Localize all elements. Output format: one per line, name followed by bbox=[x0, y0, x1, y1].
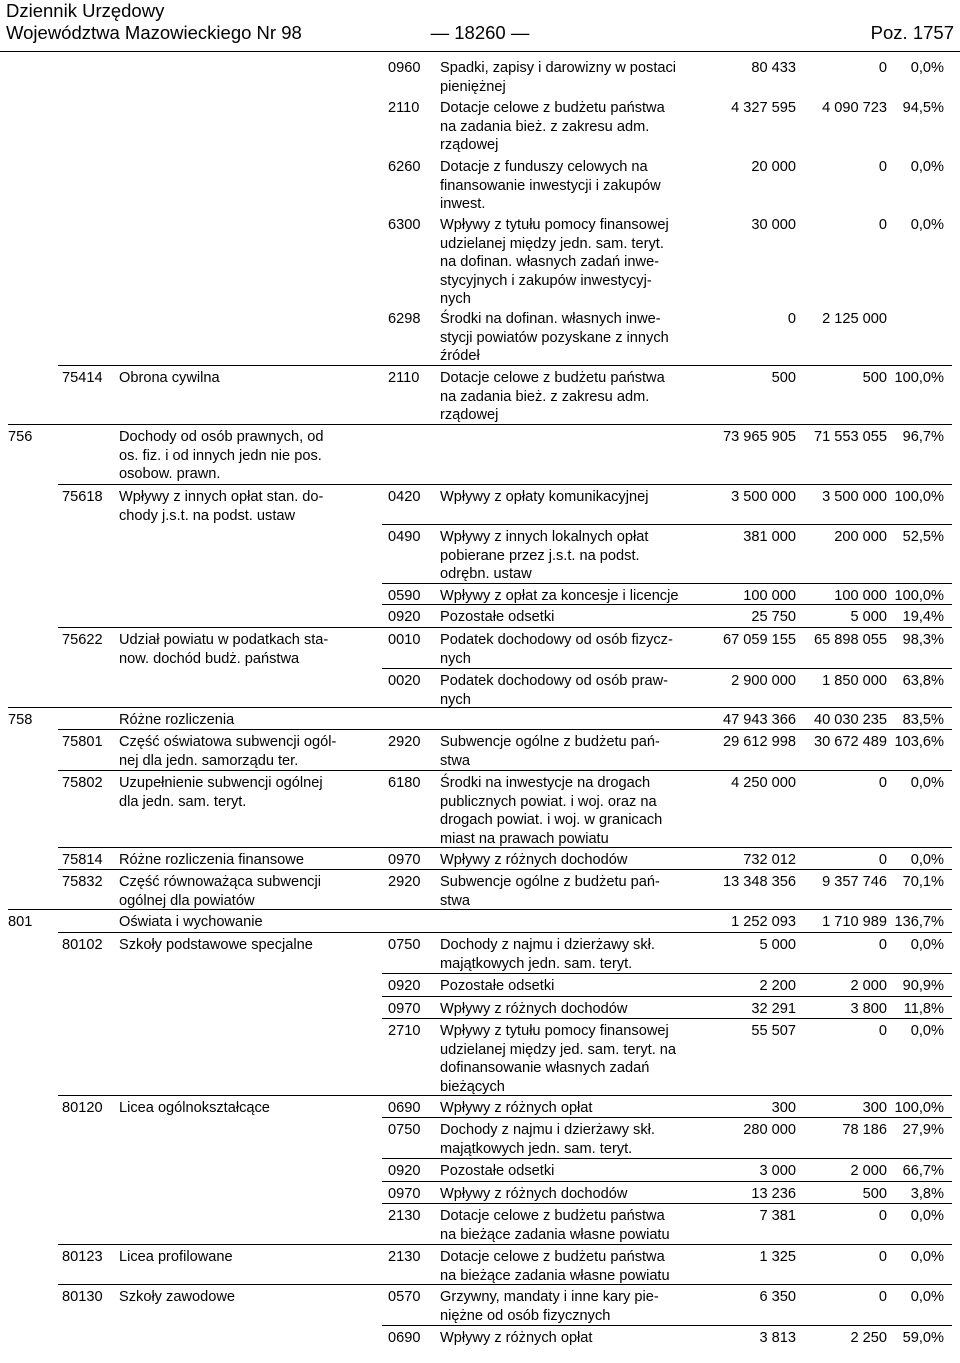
execution-percent: 0,0% bbox=[910, 775, 944, 791]
paragraph-description: Spadki, zapisy i darowizny w postaci pieniężnej bbox=[440, 60, 677, 95]
row-separator bbox=[382, 1117, 952, 1118]
executed-amount: 0 bbox=[878, 937, 887, 953]
planned-amount: 4 327 595 bbox=[731, 100, 796, 116]
executed-amount: 0 bbox=[878, 775, 887, 791]
planned-amount: 20 000 bbox=[751, 159, 796, 175]
planned-amount: 280 000 bbox=[743, 1122, 796, 1138]
executed-amount: 3 800 bbox=[850, 1001, 887, 1017]
paragraph-description: Dotacje celowe z budżetu państwa na bieżące zadania własne powiatu bbox=[440, 1249, 670, 1284]
row-separator bbox=[58, 627, 952, 628]
section-code: 80123 bbox=[62, 1249, 103, 1265]
planned-amount: 5 000 bbox=[759, 937, 796, 953]
planned-amount: 100 000 bbox=[743, 588, 796, 604]
execution-percent: 70,1% bbox=[902, 874, 944, 890]
row-separator bbox=[382, 583, 952, 584]
execution-percent: 83,5% bbox=[902, 712, 944, 728]
executed-amount: 0 bbox=[878, 217, 887, 233]
row-separator bbox=[382, 1325, 952, 1326]
paragraph-description: Wpływy z różnych dochodów bbox=[440, 1001, 628, 1017]
chapter-name: Dochody od osób prawnych, od os. fiz. i od innych jedn nie pos. osobow. prawn. bbox=[119, 429, 324, 482]
planned-amount: 25 750 bbox=[751, 609, 796, 625]
executed-amount: 0 bbox=[878, 1023, 887, 1039]
paragraph-code: 0490 bbox=[388, 529, 421, 545]
planned-amount: 300 bbox=[771, 1100, 796, 1116]
execution-percent: 136,7% bbox=[894, 914, 944, 930]
paragraph-code: 2920 bbox=[388, 874, 421, 890]
paragraph-description: Pozostałe odsetki bbox=[440, 978, 555, 994]
row-separator bbox=[58, 365, 952, 366]
paragraph-description: Dochody z najmu i dzierżawy skł. majątkowych jedn. sam. teryt. bbox=[440, 1122, 655, 1157]
row-separator bbox=[382, 524, 952, 525]
executed-amount: 2 000 bbox=[850, 978, 887, 994]
execution-percent: 11,8% bbox=[903, 1001, 944, 1017]
section-name: Szkoły podstawowe specjalne bbox=[119, 937, 313, 953]
row-separator bbox=[58, 1284, 952, 1285]
execution-percent: 103,6% bbox=[894, 734, 944, 750]
paragraph-description: Wpływy z różnych opłat bbox=[440, 1100, 593, 1116]
execution-percent: 94,5% bbox=[902, 100, 944, 116]
paragraph-code: 0590 bbox=[388, 588, 421, 604]
journal-title: Dziennik Urzędowy bbox=[6, 0, 165, 21]
paragraph-code: 6300 bbox=[388, 217, 421, 233]
executed-amount: 300 bbox=[862, 1100, 887, 1116]
executed-amount: 3 500 000 bbox=[822, 489, 887, 505]
section-code: 75622 bbox=[62, 632, 103, 648]
row-separator bbox=[58, 1095, 952, 1096]
section-name: Obrona cywilna bbox=[119, 370, 220, 386]
row-separator bbox=[58, 1244, 952, 1245]
paragraph-description: Środki na inwestycje na drogach publicznych powiat. i woj. oraz na drogach powiat. i woj. w granicach miast na prawach powiatu bbox=[440, 775, 663, 847]
row-separator bbox=[382, 1158, 952, 1159]
paragraph-description: Wpływy z różnych dochodów bbox=[440, 1186, 628, 1202]
execution-percent: 0,0% bbox=[910, 1289, 944, 1305]
row-separator bbox=[58, 932, 952, 933]
executed-amount: 78 186 bbox=[842, 1122, 887, 1138]
paragraph-code: 0920 bbox=[388, 609, 421, 625]
executed-amount: 0 bbox=[878, 852, 887, 868]
paragraph-code: 2920 bbox=[388, 734, 421, 750]
planned-amount: 2 200 bbox=[759, 978, 796, 994]
executed-amount: 2 000 bbox=[850, 1163, 887, 1179]
voivodeship-issue: Województwa Mazowieckiego Nr 98 bbox=[6, 22, 302, 43]
paragraph-code: 2130 bbox=[388, 1208, 421, 1224]
paragraph-code: 0920 bbox=[388, 1163, 421, 1179]
execution-percent: 66,7% bbox=[902, 1163, 944, 1179]
section-name: Wpływy z innych opłat stan. do- chody j.s.t. na podst. ustaw bbox=[119, 489, 324, 524]
planned-amount: 3 813 bbox=[759, 1330, 796, 1346]
paragraph-description: Wpływy z opłaty komunikacyjnej bbox=[440, 489, 649, 505]
executed-amount: 4 090 723 bbox=[822, 100, 887, 116]
section-name: Licea ogólnokształcące bbox=[119, 1100, 270, 1116]
execution-percent: 52,5% bbox=[902, 529, 944, 545]
planned-amount: 7 381 bbox=[759, 1208, 796, 1224]
row-separator bbox=[58, 484, 952, 485]
executed-amount: 0 bbox=[878, 1208, 887, 1224]
section-name: Część równoważąca subwencji ogólnej dla powiatów bbox=[119, 874, 321, 909]
paragraph-description: Wpływy z różnych dochodów bbox=[440, 852, 628, 868]
execution-percent: 98,3% bbox=[902, 632, 944, 648]
section-code: 75801 bbox=[62, 734, 103, 750]
executed-amount: 65 898 055 bbox=[813, 632, 887, 648]
planned-amount: 3 500 000 bbox=[731, 489, 796, 505]
row-separator bbox=[58, 869, 952, 870]
section-code: 75618 bbox=[62, 489, 103, 505]
paragraph-code: 6298 bbox=[388, 311, 421, 327]
executed-amount: 100 000 bbox=[834, 588, 887, 604]
execution-percent: 0,0% bbox=[910, 937, 944, 953]
section-name: Część oświatowa subwencji ogól- nej dla jedn. samorządu ter. bbox=[119, 734, 337, 769]
execution-percent: 100,0% bbox=[894, 588, 944, 604]
chapter-name: Oświata i wychowanie bbox=[119, 914, 263, 930]
paragraph-code: 0920 bbox=[388, 978, 421, 994]
section-name: Różne rozliczenia finansowe bbox=[119, 852, 304, 868]
paragraph-code: 0420 bbox=[388, 489, 421, 505]
section-code: 75832 bbox=[62, 874, 103, 890]
paragraph-description: Wpływy z innych lokalnych opłat pobierane przez j.s.t. na podst. odrębn. ustaw bbox=[440, 529, 649, 582]
row-separator bbox=[382, 1203, 952, 1204]
executed-amount: 30 672 489 bbox=[813, 734, 887, 750]
paragraph-description: Pozostałe odsetki bbox=[440, 1163, 555, 1179]
page-number: — 18260 — bbox=[430, 22, 530, 43]
execution-percent: 0,0% bbox=[910, 1208, 944, 1224]
planned-amount: 73 965 905 bbox=[722, 429, 796, 445]
position-number: Poz. 1757 bbox=[870, 22, 954, 43]
chapter-code: 801 bbox=[8, 914, 33, 930]
row-separator bbox=[382, 668, 952, 669]
paragraph-code: 6260 bbox=[388, 159, 421, 175]
execution-percent: 0,0% bbox=[910, 159, 944, 175]
section-name: Licea profilowane bbox=[119, 1249, 233, 1265]
execution-percent: 0,0% bbox=[910, 1023, 944, 1039]
paragraph-code: 0690 bbox=[388, 1100, 421, 1116]
planned-amount: 47 943 366 bbox=[722, 712, 796, 728]
executed-amount: 0 bbox=[878, 60, 887, 76]
execution-percent: 0,0% bbox=[910, 1249, 944, 1265]
paragraph-code: 6180 bbox=[388, 775, 421, 791]
row-separator bbox=[58, 729, 952, 730]
paragraph-description: Dotacje z funduszy celowych na finansowanie inwestycji i zakupów inwest. bbox=[440, 159, 661, 212]
execution-percent: 96,7% bbox=[902, 429, 944, 445]
paragraph-description: Subwencje ogólne z budżetu pań- stwa bbox=[440, 734, 660, 769]
row-separator bbox=[382, 604, 952, 605]
planned-amount: 32 291 bbox=[751, 1001, 796, 1017]
paragraph-code: 0970 bbox=[388, 852, 421, 868]
row-separator bbox=[382, 1181, 952, 1182]
executed-amount: 40 030 235 bbox=[813, 712, 887, 728]
executed-amount: 0 bbox=[878, 159, 887, 175]
execution-percent: 100,0% bbox=[894, 1100, 944, 1116]
execution-percent: 19,4% bbox=[902, 609, 944, 625]
executed-amount: 500 bbox=[862, 1186, 887, 1202]
execution-percent: 0,0% bbox=[910, 60, 944, 76]
executed-amount: 1 710 989 bbox=[822, 914, 887, 930]
paragraph-description: Subwencje ogólne z budżetu pań- stwa bbox=[440, 874, 660, 909]
planned-amount: 55 507 bbox=[751, 1023, 796, 1039]
planned-amount: 1 325 bbox=[759, 1249, 796, 1265]
paragraph-code: 0750 bbox=[388, 937, 421, 953]
paragraph-code: 0020 bbox=[388, 673, 421, 689]
paragraph-code: 0690 bbox=[388, 1330, 421, 1346]
paragraph-code: 2710 bbox=[388, 1023, 421, 1039]
paragraph-description: Podatek dochodowy od osób praw- nych bbox=[440, 673, 668, 708]
paragraph-description: Wpływy z różnych opłat bbox=[440, 1330, 593, 1346]
planned-amount: 2 900 000 bbox=[731, 673, 796, 689]
paragraph-description: Wpływy z tytułu pomocy finansowej udzielanej między jedn. sam. teryt. na dofinan. własnych zadań inwe- stycyjnych i zakupów inwestycyj- nych bbox=[440, 217, 669, 307]
execution-percent: 0,0% bbox=[910, 852, 944, 868]
row-separator bbox=[58, 770, 952, 771]
paragraph-description: Wpływy z opłat za koncesje i licencje bbox=[440, 588, 679, 604]
row-separator bbox=[382, 996, 952, 997]
section-name: Udział powiatu w podatkach sta- now. dochód budż. państwa bbox=[119, 632, 329, 667]
paragraph-description: Dochody z najmu i dzierżawy skł. majątkowych jedn. sam. teryt. bbox=[440, 937, 655, 972]
executed-amount: 1 850 000 bbox=[822, 673, 887, 689]
paragraph-code: 2130 bbox=[388, 1249, 421, 1265]
paragraph-description: Dotacje celowe z budżetu państwa na bieżące zadania własne powiatu bbox=[440, 1208, 670, 1243]
section-code: 80130 bbox=[62, 1289, 103, 1305]
chapter-code: 756 bbox=[8, 429, 33, 445]
planned-amount: 80 433 bbox=[751, 60, 796, 76]
executed-amount: 5 000 bbox=[850, 609, 887, 625]
executed-amount: 71 553 055 bbox=[813, 429, 887, 445]
execution-percent: 100,0% bbox=[894, 489, 944, 505]
paragraph-code: 0010 bbox=[388, 632, 421, 648]
section-name: Szkoły zawodowe bbox=[119, 1289, 235, 1305]
section-code: 80102 bbox=[62, 937, 103, 953]
planned-amount: 1 252 093 bbox=[731, 914, 796, 930]
execution-percent: 63,8% bbox=[902, 673, 944, 689]
paragraph-description: Dotacje celowe z budżetu państwa na zadania bież. z zakresu adm. rządowej bbox=[440, 370, 665, 423]
planned-amount: 381 000 bbox=[743, 529, 796, 545]
planned-amount: 0 bbox=[787, 311, 796, 327]
execution-percent: 0,0% bbox=[910, 217, 944, 233]
execution-percent: 90,9% bbox=[902, 978, 944, 994]
executed-amount: 9 357 746 bbox=[822, 874, 887, 890]
executed-amount: 2 250 bbox=[850, 1330, 887, 1346]
section-code: 75814 bbox=[62, 852, 103, 868]
planned-amount: 13 348 356 bbox=[722, 874, 796, 890]
executed-amount: 0 bbox=[878, 1249, 887, 1265]
planned-amount: 13 236 bbox=[751, 1186, 796, 1202]
paragraph-description: Podatek dochodowy od osób fizycz- nych bbox=[440, 632, 673, 667]
executed-amount: 200 000 bbox=[834, 529, 887, 545]
planned-amount: 67 059 155 bbox=[722, 632, 796, 648]
planned-amount: 6 350 bbox=[759, 1289, 796, 1305]
planned-amount: 29 612 998 bbox=[722, 734, 796, 750]
paragraph-description: Pozostałe odsetki bbox=[440, 609, 555, 625]
planned-amount: 30 000 bbox=[751, 217, 796, 233]
paragraph-code: 0570 bbox=[388, 1289, 421, 1305]
executed-amount: 500 bbox=[862, 370, 887, 386]
paragraph-code: 0970 bbox=[388, 1186, 421, 1202]
paragraph-description: Grzywny, mandaty i inne kary pie- niężne od osób fizycznych bbox=[440, 1289, 659, 1324]
execution-percent: 3,8% bbox=[910, 1186, 944, 1202]
execution-percent: 27,9% bbox=[902, 1122, 944, 1138]
row-separator bbox=[382, 973, 952, 974]
section-name: Uzupełnienie subwencji ogólnej dla jedn. sam. teryt. bbox=[119, 775, 323, 810]
execution-percent: 59,0% bbox=[902, 1330, 944, 1346]
row-separator bbox=[382, 1018, 952, 1019]
paragraph-code: 0750 bbox=[388, 1122, 421, 1138]
planned-amount: 500 bbox=[771, 370, 796, 386]
row-separator bbox=[8, 707, 952, 708]
row-separator bbox=[8, 424, 952, 425]
paragraph-code: 2110 bbox=[388, 370, 420, 386]
paragraph-description: Środki na dofinan. własnych inwe- stycji powiatów pozyskane z innych źródeł bbox=[440, 311, 669, 364]
section-code: 80120 bbox=[62, 1100, 103, 1116]
paragraph-code: 0960 bbox=[388, 60, 421, 76]
planned-amount: 732 012 bbox=[743, 852, 796, 868]
paragraph-code: 0970 bbox=[388, 1001, 421, 1017]
planned-amount: 4 250 000 bbox=[731, 775, 796, 791]
execution-percent: 100,0% bbox=[894, 370, 944, 386]
row-separator bbox=[8, 909, 952, 910]
section-code: 75802 bbox=[62, 775, 103, 791]
row-separator bbox=[58, 847, 952, 848]
executed-amount: 0 bbox=[878, 1289, 887, 1305]
planned-amount: 3 000 bbox=[759, 1163, 796, 1179]
paragraph-code: 2110 bbox=[388, 100, 420, 116]
chapter-code: 758 bbox=[8, 712, 33, 728]
paragraph-description: Dotacje celowe z budżetu państwa na zadania bież. z zakresu adm. rządowej bbox=[440, 100, 665, 153]
section-code: 75414 bbox=[62, 370, 103, 386]
paragraph-description: Wpływy z tytułu pomocy finansowej udzielanej między jed. sam. teryt. na dofinansowanie własnych zadań bieżących bbox=[440, 1023, 677, 1095]
executed-amount: 2 125 000 bbox=[822, 311, 887, 327]
chapter-name: Różne rozliczenia bbox=[119, 712, 235, 728]
